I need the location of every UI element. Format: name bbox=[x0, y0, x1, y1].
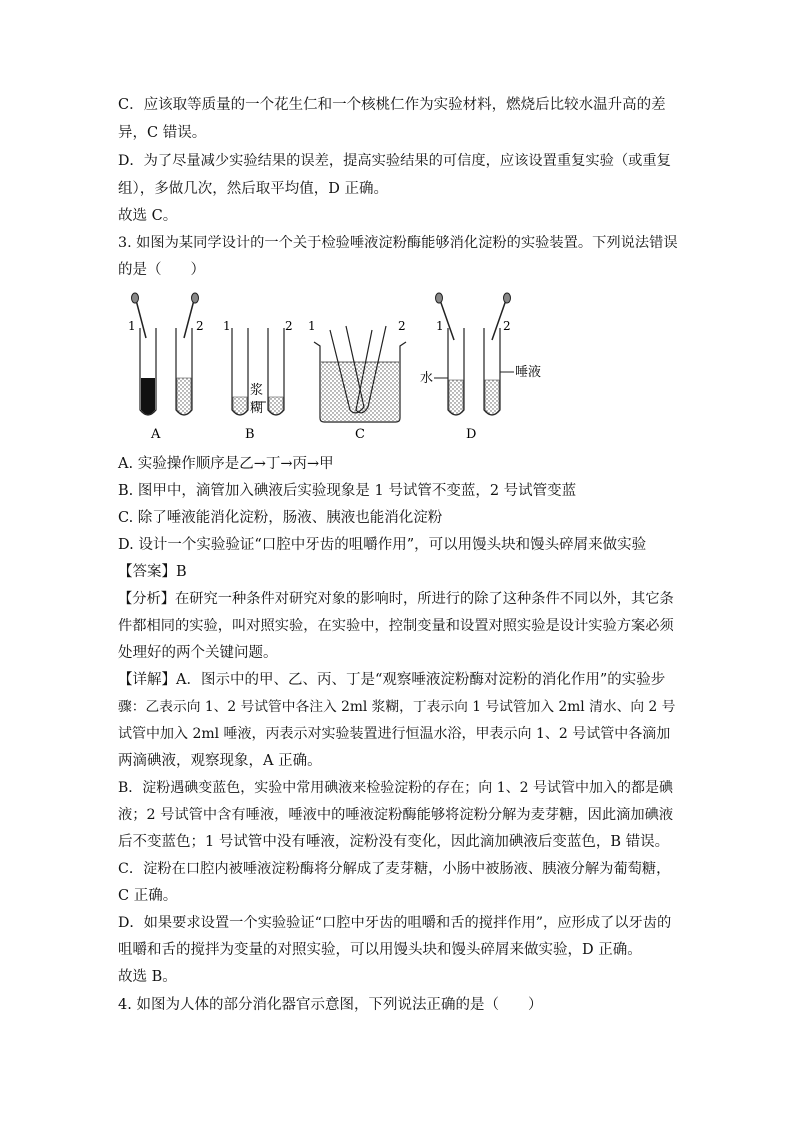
label-saliva: 唾液 bbox=[515, 365, 542, 380]
analysis: 【分析】在研究一种条件对研究对象的影响时，所进行的除了这种条件不同以外，其它条 bbox=[118, 591, 674, 607]
panel-label-d: D bbox=[466, 427, 477, 442]
tube-number-1: 1 bbox=[128, 319, 136, 333]
text-line: B．淀粉遇碘变蓝色，实验中常用碘液来检验淀粉的存在；向 1、2 号试管中加入的都是碘 bbox=[118, 780, 674, 796]
dropper-icon bbox=[136, 300, 146, 338]
panel-a bbox=[128, 293, 204, 442]
svg-text:2: 2 bbox=[285, 319, 293, 333]
text-line: 组），多做几次，然后取平均值，D 正确。 bbox=[118, 181, 388, 197]
panel-b bbox=[223, 319, 293, 442]
option-a: A. 实验操作顺序是乙→丁→丙→甲 bbox=[118, 456, 334, 472]
text-line: 液；2 号试管中含有唾液，唾液中的唾液淀粉酶能够将淀粉分解为麦芽糖，因此滴加碘液 bbox=[118, 807, 674, 823]
text-line: 后不变蓝色；1 号试管中没有唾液，淀粉没有变化，因此滴加碘液后变蓝色，B 错误。 bbox=[118, 834, 670, 850]
paste-liquid bbox=[177, 378, 191, 415]
svg-text:2: 2 bbox=[398, 319, 406, 333]
panel-label-a: A bbox=[151, 427, 161, 442]
question-3-stem: 3. 如图为某同学设计的一个关于检验唾液淀粉酶能够消化淀粉的实验装置。下列说法错误 bbox=[118, 235, 678, 251]
text-line: C 正确。 bbox=[118, 888, 178, 904]
label-paste-2: 糊 bbox=[250, 401, 264, 416]
tube-number-2: 2 bbox=[196, 319, 204, 333]
text-line: 异，C 错误。 bbox=[118, 125, 207, 141]
text-line: 故选 B。 bbox=[118, 969, 177, 985]
experiment-figure bbox=[118, 290, 558, 450]
svg-text:1: 1 bbox=[223, 319, 231, 333]
text-line: 试管中加入 2ml 唾液，丙表示对实验装置进行恒温水浴，甲表示向 1、2 号试管中各滴加 bbox=[118, 726, 671, 742]
text-line: C．应该取等质量的一个花生仁和一个核桃仁作为实验材料，燃烧后比较水温升高的差 bbox=[118, 97, 666, 113]
option-c: C. 除了唾液能消化淀粉，肠液、胰液也能消化淀粉 bbox=[118, 510, 443, 526]
label-water: 水 bbox=[420, 371, 434, 386]
svg-text:1: 1 bbox=[436, 319, 444, 333]
text-line: 故选 C。 bbox=[118, 208, 178, 224]
panel-d bbox=[420, 293, 541, 442]
answer: 【答案】B bbox=[118, 564, 187, 580]
panel-label-c: C bbox=[355, 427, 365, 442]
question-4-stem: 4. 如图为人体的部分消化器官示意图，下列说法正确的是（ ） bbox=[118, 997, 543, 1013]
option-b: B. 图甲中，滴管加入碘液后实验现象是 1 号试管不变蓝，2 号试管变蓝 bbox=[118, 483, 577, 499]
panel-c bbox=[308, 319, 406, 442]
label-paste-1: 浆 bbox=[250, 383, 264, 398]
text-line: C．淀粉在口腔内被唾液淀粉酶将分解成了麦芽糖，小肠中被肠液、胰液分解为葡萄糖， bbox=[118, 861, 671, 877]
panel-label-b: B bbox=[245, 427, 255, 442]
text-line: 咀嚼和舌的搅拌为变量的对照实验，可以用馒头块和馒头碎屑来做实验，D 正确。 bbox=[118, 942, 642, 958]
text-line: 两滴碘液，观察现象，A 正确。 bbox=[118, 753, 322, 769]
text-line: 件都相同的实验，叫对照实验，在实验中，控制变量和设置对照实验是设计实验方案必须 bbox=[118, 618, 674, 634]
dark-liquid bbox=[141, 378, 155, 415]
svg-text:2: 2 bbox=[503, 319, 511, 333]
svg-text:1: 1 bbox=[308, 319, 316, 333]
text-line: D．为了尽量减少实验结果的误差，提高实验结果的可信度，应该设置重复实验（或重复 bbox=[118, 153, 671, 169]
text-line: 处理好的两个关键问题。 bbox=[118, 645, 278, 661]
text-line: 骤：乙表示向 1、2 号试管中各注入 2ml 浆糊，丁表示向 1 号试管加入 2ml 清水、向 2 号 bbox=[118, 699, 676, 715]
text-line: D．如果要求设置一个实验验证“口腔中牙齿的咀嚼和舌的搅拌作用”，应形成了以牙齿的 bbox=[118, 915, 672, 931]
option-d: D. 设计一个实验验证“口腔中牙齿的咀嚼作用”，可以用馒头块和馒头碎屑来做实验 bbox=[118, 537, 647, 553]
question-3-stem-cont: 的是（ ） bbox=[118, 262, 205, 278]
explanation: 【详解】A．图示中的甲、乙、丙、丁是“观察唾液淀粉酶对淀粉的消化作用”的实验步 bbox=[118, 672, 666, 688]
